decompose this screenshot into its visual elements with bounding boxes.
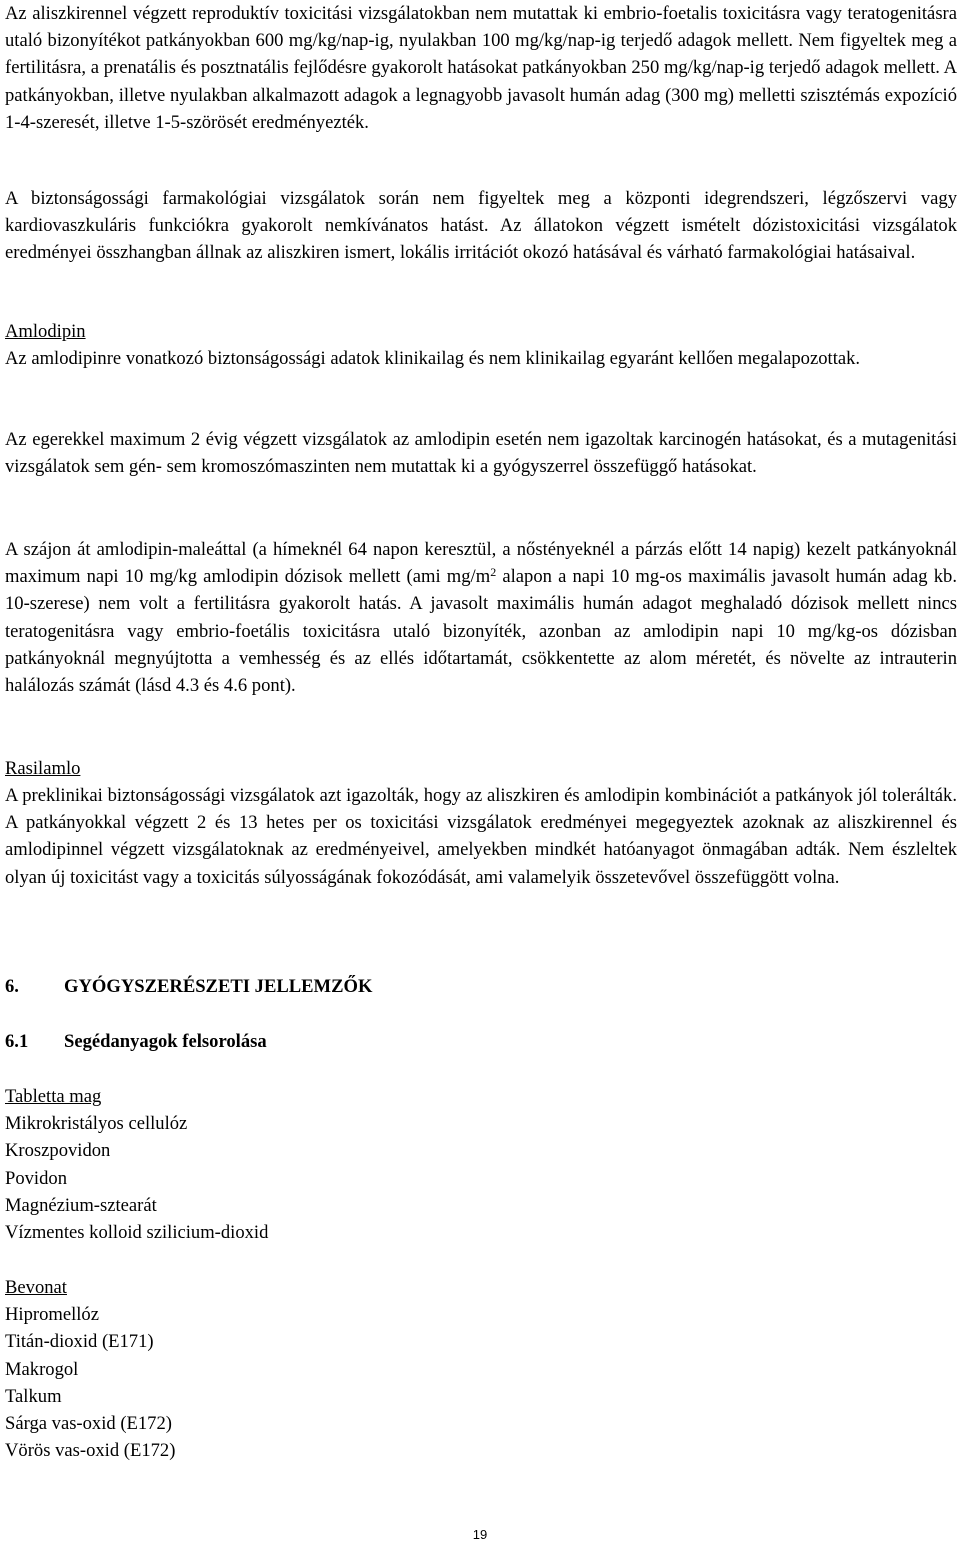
paragraph-amlodipin-fertility — [5, 536, 957, 699]
list-item: Magnézium-sztearát — [5, 1194, 157, 1216]
list-item: Hipromellóz — [5, 1304, 99, 1326]
list-item: Sárga vas-oxid (E172) — [5, 1413, 172, 1435]
section-6-1-number: 6.1 — [5, 1031, 29, 1052]
coating-heading: Bevonat — [5, 1277, 67, 1298]
paragraph-safety-pharmacology: A biztonságossági farmakológiai vizsgálatok során nem figyeltek meg a központi idegrendszeri, légzőszervi vagy kardiovaszkuláris funkciókra gyakorolt nemkívánatos hatást. Az állatokon végzett ismételt dózistoxicitási vizsgálatok eredményei összhangban állnak az aliszkiren ismert, lokális irritációt okozó hatásával és várható farmakológiai hatásaival. — [5, 188, 957, 264]
paragraph-amlodipin-carcinogenicity: Az egerekkel maximum 2 évig végzett vizsgálatok az amlodipin esetén nem igazoltak karcinogén hatásokat, és a mutagenitási vizsgálatok sem gén- sem kromoszómaszinten nem mutattak ki a gyógyszerrel összefüggő hatásokat. — [5, 429, 957, 478]
subheading-amlodipin: Amlodipin — [5, 321, 86, 342]
section-6-1-heading — [5, 1028, 267, 1055]
section-6-number: 6. — [5, 976, 19, 997]
section-6-heading — [5, 973, 372, 1000]
coating-section — [5, 1274, 175, 1464]
list-item: Kroszpovidon — [5, 1140, 111, 1162]
paragraph-aliskiren-reproductive-toxicity: Az aliszkirennel végzett reproduktív toxicitási vizsgálatokban nem mutattak ki embrio-foetalis toxicitásra vagy teratogenitásra utaló bizonyítékot patkányokban 600 mg/kg/nap-ig, nyulakban 100 mg/kg/nap-ig terjedő adagok mellett. Nem figyeltek meg a fertilitásra, a prenatális és posztnatális fejlődésre gyakorolt hatásokat patkányokban 250 mg/kg/nap-ig terjedő adagok mellett. A patkányokban, illetve nyulakban alkalmazott adagok a legnagyobb javasolt humán adag (300 mg) melletti szisztémás expozíció 1-4-szeresét, illetve 1-5-szörösét eredményezték. — [5, 3, 957, 133]
paragraph-amlodipin-safety: Az amlodipinre vonatkozó biztonságossági adatok klinikailag és nem klinikailag egyaránt kellően megalapozottak. — [5, 348, 861, 369]
paragraph-rasilamlo-preclinical: A preklinikai biztonságossági vizsgálatok azt igazolták, hogy az aliszkiren és amlodipin kombinációt a patkányok jól tolerálták. A patkányokkal végzett 2 és 13 hetes per os toxicitási vizsgálatok eredményei megegyeztek azoknak az aliszkirennel és amlodipinnel végzett vizsgálatoknak az eredményeivel, amelyekben mindkét hatóanyagot önmagában adták. Nem észleltek olyan új toxicitást vagy a toxicitás súlyosságának fokozódását, ami valamelyik összetevővel összefüggött volna. — [5, 785, 957, 888]
list-item: Mikrokristályos cellulóz — [5, 1113, 188, 1135]
superscript-2: 2 — [490, 565, 497, 580]
list-item: Makrogol — [5, 1358, 79, 1380]
tablet-core-section — [5, 1083, 268, 1246]
subheading-rasilamlo: Rasilamlo — [5, 758, 81, 779]
list-item: Titán-dioxid (E171) — [5, 1331, 154, 1353]
section-6-title: GYÓGYSZERÉSZETI JELLEMZŐK — [64, 976, 373, 997]
list-item: Talkum — [5, 1385, 62, 1407]
list-item: Vízmentes kolloid szilicium-dioxid — [5, 1222, 269, 1244]
list-item: Vörös vas-oxid (E172) — [5, 1440, 176, 1462]
page-number: 19 — [472, 1527, 488, 1542]
tablet-core-heading: Tabletta mag — [5, 1086, 102, 1107]
section-6-1-title: Segédanyagok felsorolása — [64, 1031, 267, 1052]
fertility-text-part1: A szájon át amlodipin-maleáttal (a hímeknél 64 napon keresztül, a nőstényeknél a párzás előtt 14 napig) kezelt patkányoknál maximum napi 10 mg/kg amlodipin dózisok mellett (ami mg/m — [5, 539, 957, 588]
list-item: Povidon — [5, 1167, 67, 1189]
fertility-text-part2: alapon a napi 10 mg-os maximális javasolt humán adag kb. 10-szerese) nem volt a fertilitásra gyakorolt hatás. A javasolt maximális humán adagot meghaladó dózisok mellett nincs teratogenitásra vagy embrio-foetális toxicitásra utaló bizonyíték, azonban az amlodipin napi 10 mg/kg-os dózisban patkányoknál megnyújtotta a vemhesség és az ellés időtartamát, csökkentette az alom méretét, és növelte az intrauterin halálozás számát (lásd 4.3 és 4.6 pont). — [5, 566, 957, 697]
